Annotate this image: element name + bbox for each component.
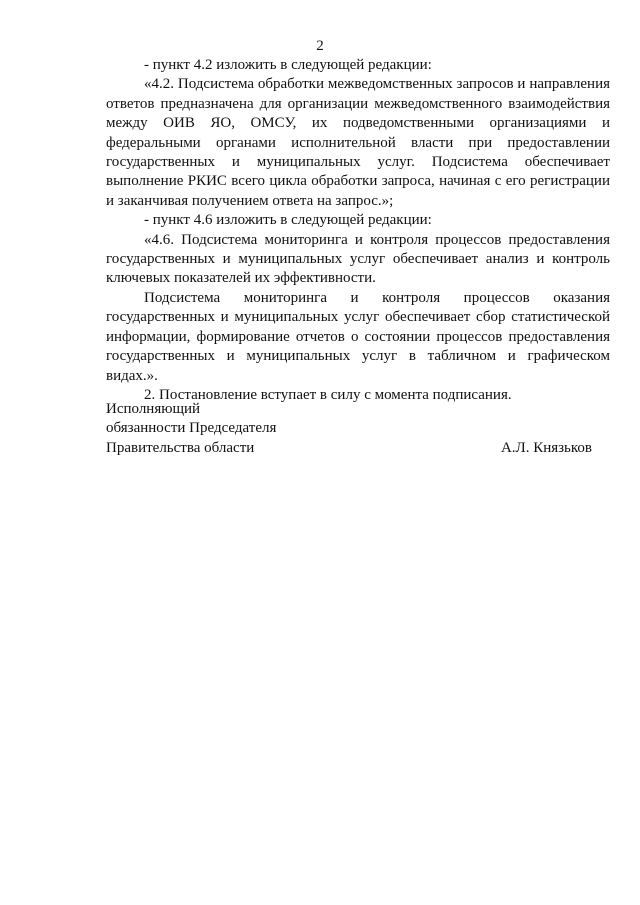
paragraph-amend-4-2-intro: - пункт 4.2 изложить в следующей редакции: bbox=[144, 57, 432, 73]
paragraph-amend-4-6-intro: - пункт 4.6 изложить в следующей редакции: bbox=[144, 212, 432, 229]
signatory-name: А.Л. Князьков bbox=[500, 439, 592, 456]
paragraph-4-6-text: «4.6. Подсистема мониторинга и контроля процессов предоставления государственных и муниципальных услуг обеспечивает анализ и контроль ключевых показателей их эффективности. bbox=[106, 231, 610, 287]
signatory-title-line-3: Правительства области bbox=[106, 439, 255, 456]
paragraph-4-2-text: «4.2. Подсистема обработки межведомственных запросов и направления ответов предназначена для организации межведомственного взаимодействия между ОИВ ЯО, ОМСУ, их подведомственными организациями и федеральными органами исполнительной власти при предоставлении государственных и муниципальных услуг. Подсистема обеспечивает выполнение РКИС всего цикла обработки запроса, начиная с его регистрации и заканчивая получением ответа на запрос.»; bbox=[106, 76, 610, 209]
paragraph-effective-date: 2. Постановление вступает в силу с момента подписания. bbox=[144, 386, 512, 403]
document-body bbox=[106, 56, 610, 405]
signatory-title-line-2: обязанности Председателя bbox=[106, 420, 277, 437]
signatory-title-line-1: Исполняющий bbox=[106, 401, 201, 417]
signature-block bbox=[106, 400, 610, 458]
paragraph-monitoring-subsystem: Подсистема мониторинга и контроля процессов оказания государственных и муниципальных услуг обеспечивает сбор статистической информации, формирование отчетов о состоянии процессов предоставления государственных и муниципальных услуг в табличном и графическом видах.». bbox=[106, 289, 610, 384]
page-number: 2 bbox=[316, 38, 324, 54]
